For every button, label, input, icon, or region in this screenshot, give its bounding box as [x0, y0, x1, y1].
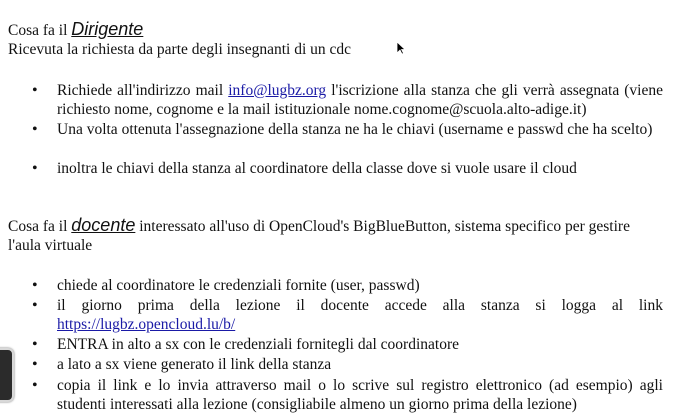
- list-item: il giorno prima della lezione il docente accede alla stanza si logga al link: [57, 297, 663, 314]
- section-dirigente-subtitle: Ricevuta la richiesta da parte degli insegnanti di un cdc: [8, 41, 352, 58]
- list-item: Richiede all'indirizzo mail info@lugbz.org l'iscrizione alla stanza che gli verrà assegnata (viene richiesto nome, cognome e la mail istituzionale nome.cognome@scuola.alto-adige.it): [57, 82, 663, 118]
- bullet-marker: •: [32, 121, 38, 138]
- list-item: inoltra le chiavi della stanza al coordinatore della classe dove si vuole usare il cloud: [57, 160, 577, 177]
- list-item: a lato a sx viene generato il link della stanza: [57, 356, 332, 373]
- heading-prefix: Cosa fa il: [8, 22, 68, 39]
- section-docente-heading-continuation: l'aula virtuale: [8, 237, 93, 254]
- bullet-marker: •: [32, 277, 38, 294]
- section-docente-heading: [8, 216, 630, 236]
- list-item: copia il link e lo invia attraverso mail o lo scrive sul registro elettronico (ad esempio) agli studenti interessati alla lezione (consigliabile almeno un giorno prima della lezione): [57, 377, 663, 413]
- side-panel-handle[interactable]: [0, 348, 14, 402]
- section-dirigente-heading: [8, 20, 143, 40]
- bullet-marker: •: [32, 377, 38, 394]
- list-item-link-line: [57, 315, 663, 334]
- heading-suffix: interessato all'uso di OpenCloud's BigBlueButton, sistema specifico per gestire: [135, 218, 630, 235]
- heading-prefix: Cosa fa il: [8, 218, 68, 235]
- list-item: ENTRA in alto a sx con le credenziali fornitegli dal coordinatore: [57, 336, 460, 353]
- list-item: chiede al coordinatore le credenziali fornite (user, passwd): [57, 277, 420, 294]
- heading-keyword-docente: docente: [71, 215, 136, 235]
- list-item: Una volta ottenuta l'assegnazione della stanza ne ha le chiavi (username e passwd che ha scelto): [57, 121, 653, 138]
- bigbluebutton-link[interactable]: https://lugbz.opencloud.lu/b/: [57, 316, 236, 333]
- bullet-marker: •: [32, 336, 38, 353]
- heading-keyword-dirigente: Dirigente: [71, 19, 144, 39]
- bullet-marker: •: [32, 82, 38, 99]
- bullet-marker: •: [32, 160, 38, 177]
- email-link[interactable]: info@lugbz.org: [228, 82, 327, 99]
- bullet-marker: •: [32, 297, 38, 314]
- mouse-pointer-icon: [396, 41, 406, 55]
- bullet-marker: •: [32, 356, 38, 373]
